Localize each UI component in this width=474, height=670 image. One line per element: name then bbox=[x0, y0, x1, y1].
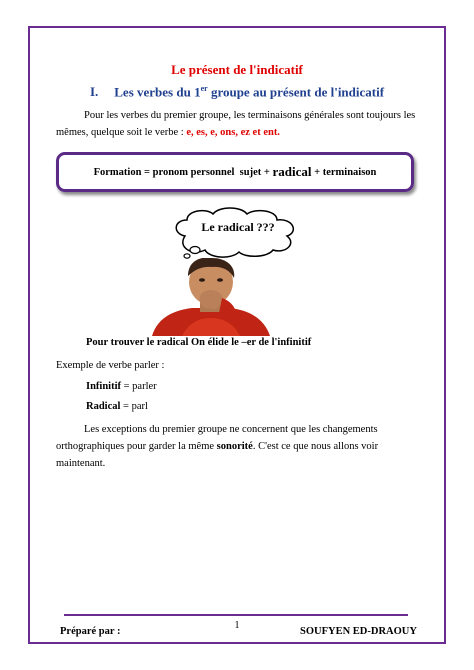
section-text-b: groupe au présent de l'indicatif bbox=[207, 84, 385, 100]
intro-text: Pour les verbes du premier groupe, les terminaisons générales sont toujours les mêmes, quelque soit le verbe : bbox=[56, 110, 416, 138]
formation-part2: + terminaison bbox=[311, 166, 377, 178]
bubble-text: Le radical ??? bbox=[201, 220, 275, 234]
find-radical-text: Pour trouver le radical On élide le –er de l'infinitif bbox=[86, 337, 312, 348]
formation-part1: Formation = pronom personnel sujet + bbox=[93, 166, 273, 178]
formation-radical: radical bbox=[272, 164, 312, 179]
thinking-boy-image bbox=[152, 258, 270, 336]
exceptions-text-b: . C'est ce que nous allons voir maintenant. bbox=[56, 441, 379, 469]
page-title: Le présent de l'indicatif bbox=[171, 62, 303, 77]
section-text-a: Les verbes du 1 bbox=[114, 84, 201, 100]
section-sup: er bbox=[200, 84, 208, 93]
infinitif-value: = parler bbox=[121, 381, 157, 392]
intro-paragraph bbox=[56, 107, 428, 141]
formation-box bbox=[56, 152, 414, 192]
footer-author: SOUFYEN ED-DRAOUY bbox=[300, 626, 417, 637]
radical-line bbox=[86, 400, 148, 414]
endings-text: e, es, e, ons, ez et ent. bbox=[186, 127, 280, 138]
footer-divider bbox=[64, 614, 408, 616]
infinitif-label: Infinitif bbox=[86, 381, 122, 392]
section-number: I. bbox=[89, 84, 99, 100]
section-heading bbox=[0, 84, 474, 100]
page-number: 1 bbox=[234, 620, 240, 631]
example-intro: Exemple de verbe parler : bbox=[56, 360, 165, 371]
exceptions-text-a: Les exceptions du premier groupe ne concernent que les changements orthographiques pour garder la même bbox=[56, 424, 378, 452]
radical-label: Radical bbox=[86, 401, 121, 412]
footer-prepared: Préparé par : bbox=[60, 626, 121, 637]
exceptions-bold: sonorité bbox=[216, 441, 253, 452]
infinitif-line bbox=[86, 380, 157, 394]
exceptions-paragraph bbox=[56, 421, 428, 472]
radical-value: = parl bbox=[120, 401, 148, 412]
